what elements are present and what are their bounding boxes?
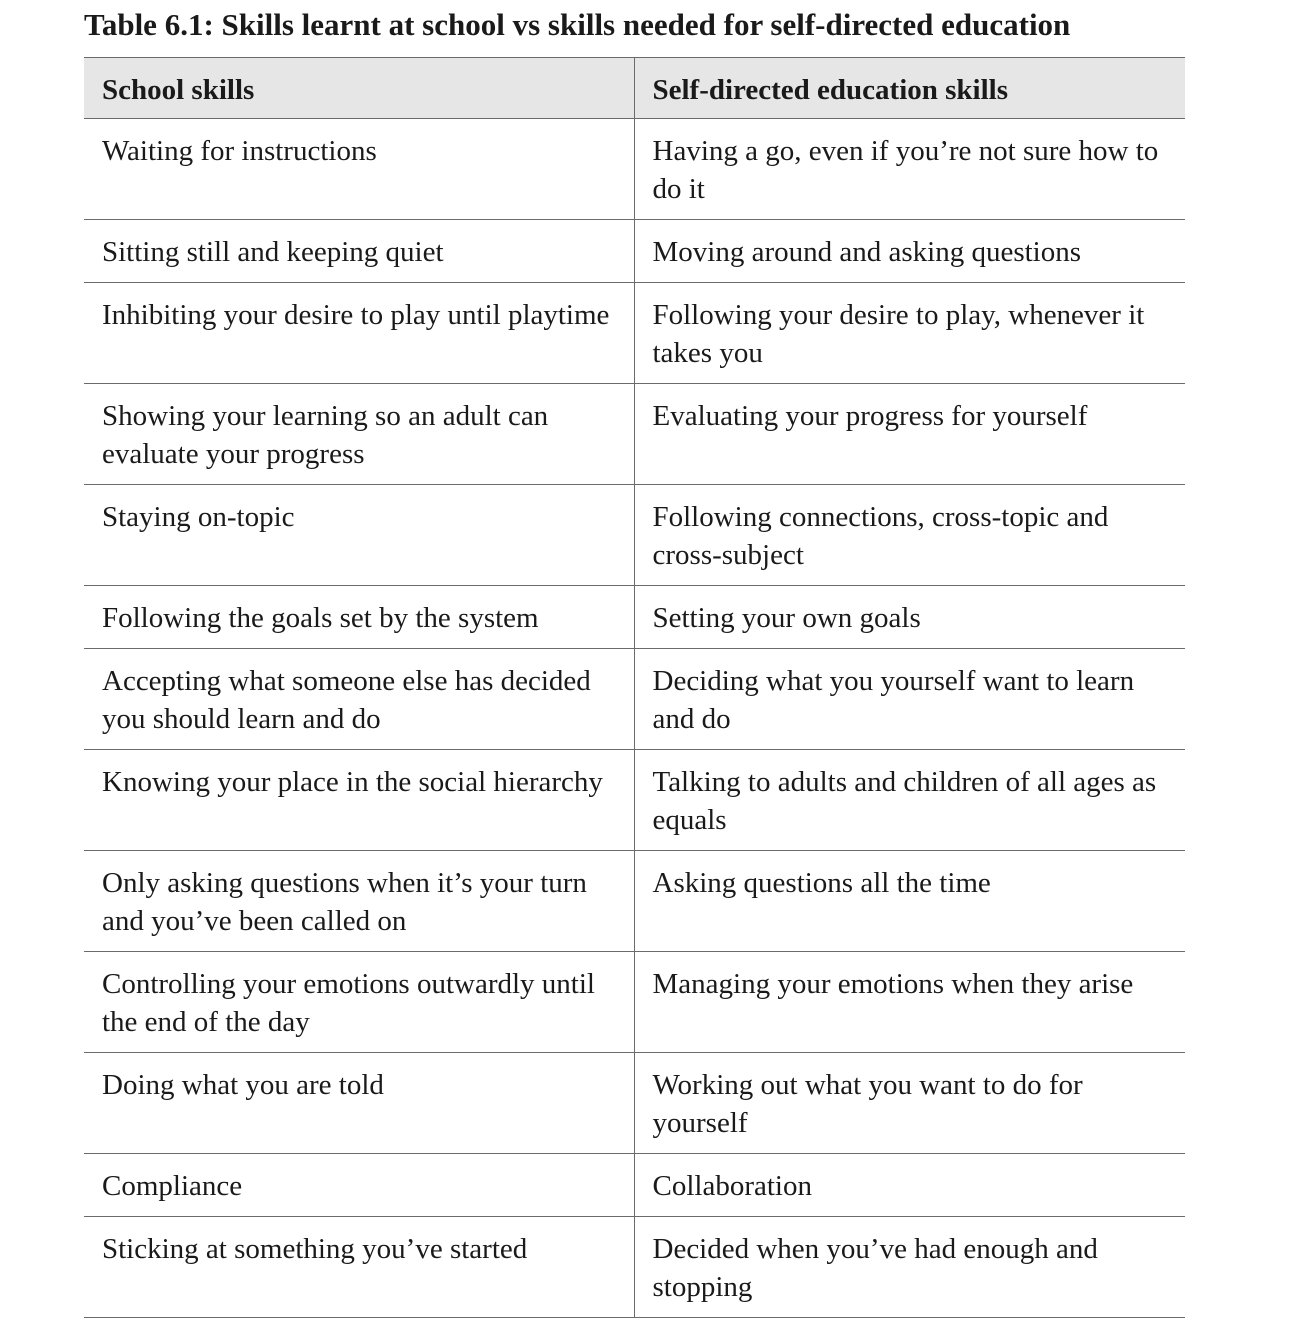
- table-row: [84, 586, 1185, 649]
- self-directed-skill-cell: Working out what you want to do for yourself: [634, 1053, 1185, 1154]
- self-directed-skill-cell: Following connections, cross-topic and cross-subject: [634, 485, 1185, 586]
- table-row: [84, 220, 1185, 283]
- table-row: [84, 952, 1185, 1053]
- school-skill-cell: Knowing your place in the social hierarchy: [84, 750, 634, 851]
- table-row: [84, 750, 1185, 851]
- school-skill-cell: Following the goals set by the system: [84, 586, 634, 649]
- table-header-row: [84, 58, 1185, 119]
- school-skill-cell: Compliance: [84, 1154, 634, 1217]
- table-row: [84, 119, 1185, 220]
- table-row: [84, 1217, 1185, 1318]
- self-directed-skill-cell: Decided when you’ve had enough and stopping: [634, 1217, 1185, 1318]
- self-directed-skill-cell: Asking questions all the time: [634, 851, 1185, 952]
- self-directed-skill-cell: Setting your own goals: [634, 586, 1185, 649]
- school-skill-cell: Only asking questions when it’s your turn and you’ve been called on: [84, 851, 634, 952]
- header-self-directed-skills: Self-directed education skills: [634, 58, 1185, 119]
- school-skill-cell: Doing what you are told: [84, 1053, 634, 1154]
- school-skill-cell: Controlling your emotions outwardly until the end of the day: [84, 952, 634, 1053]
- school-skill-cell: Staying on-topic: [84, 485, 634, 586]
- school-skill-cell: Waiting for instructions: [84, 119, 634, 220]
- skills-table: [84, 57, 1185, 1318]
- school-skill-cell: Sticking at something you’ve started: [84, 1217, 634, 1318]
- header-school-skills: School skills: [84, 58, 634, 119]
- school-skill-cell: Inhibiting your desire to play until playtime: [84, 283, 634, 384]
- school-skill-cell: Sitting still and keeping quiet: [84, 220, 634, 283]
- self-directed-skill-cell: Evaluating your progress for yourself: [634, 384, 1185, 485]
- table-row: [84, 485, 1185, 586]
- table-row: [84, 384, 1185, 485]
- table-row: [84, 283, 1185, 384]
- table-row: [84, 1053, 1185, 1154]
- self-directed-skill-cell: Deciding what you yourself want to learn and do: [634, 649, 1185, 750]
- table-caption: Table 6.1: Skills learnt at school vs skills needed for self-directed education: [84, 7, 1071, 42]
- self-directed-skill-cell: Talking to adults and children of all ages as equals: [634, 750, 1185, 851]
- table-row: [84, 851, 1185, 952]
- self-directed-skill-cell: Following your desire to play, whenever it takes you: [634, 283, 1185, 384]
- table-row: [84, 649, 1185, 750]
- self-directed-skill-cell: Having a go, even if you’re not sure how to do it: [634, 119, 1185, 220]
- self-directed-skill-cell: Managing your emotions when they arise: [634, 952, 1185, 1053]
- self-directed-skill-cell: Moving around and asking questions: [634, 220, 1185, 283]
- school-skill-cell: Accepting what someone else has decided you should learn and do: [84, 649, 634, 750]
- table-row: [84, 1154, 1185, 1217]
- self-directed-skill-cell: Collaboration: [634, 1154, 1185, 1217]
- school-skill-cell: Showing your learning so an adult can evaluate your progress: [84, 384, 634, 485]
